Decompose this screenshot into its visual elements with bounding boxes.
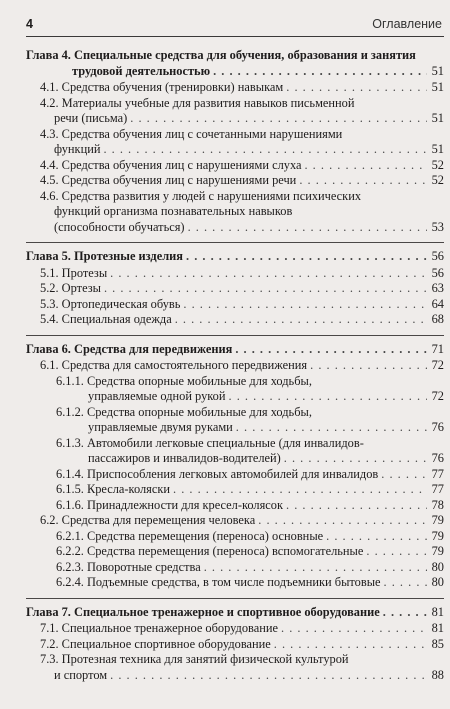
toc-line-last <box>56 560 444 576</box>
entry-title-text: 6.1.6. Принадлежности для кресел-колясок <box>56 497 283 512</box>
entry-title-text: 6.1.2. Средства опорные мобильные для ходьбы, <box>56 404 312 419</box>
page-ref: 78 <box>431 497 444 512</box>
entry-title-text: управляемые двумя руками <box>88 420 233 434</box>
page-header <box>26 14 444 37</box>
toc-line-last <box>56 420 444 436</box>
toc-line-last <box>40 266 444 282</box>
dot-leader <box>258 513 427 529</box>
toc-line <box>40 127 444 143</box>
toc-line <box>40 204 444 220</box>
page-ref: 52 <box>431 173 444 187</box>
page-ref: 68 <box>431 312 444 326</box>
toc-line-last <box>56 451 444 467</box>
toc-entry[interactable] <box>26 312 444 328</box>
page-ref: 51 <box>431 111 444 125</box>
page-ref: 85 <box>431 636 444 651</box>
chapter-heading[interactable] <box>26 342 444 358</box>
entry-title-text: функций организма познавательных навыков <box>54 204 293 218</box>
toc-line <box>40 189 444 205</box>
toc-line <box>56 436 444 452</box>
toc-line-last <box>56 529 444 545</box>
dot-leader <box>381 467 427 483</box>
page-ref: 77 <box>431 466 444 481</box>
toc-line-last <box>40 220 444 236</box>
entry-title-text: 7.2. Специальное спортивное оборудование <box>40 636 271 651</box>
page-ref: 88 <box>431 667 444 682</box>
toc-line-last <box>40 158 444 174</box>
toc-line-last <box>56 482 444 498</box>
chapter-heading[interactable] <box>26 249 444 265</box>
entry-title-text: 6.1.1. Средства опорные мобильные для ходьбы, <box>56 373 312 388</box>
entry-title-text: 4.2. Материалы учебные для развития навыков письменной <box>40 95 355 110</box>
chapter-divider <box>26 598 444 599</box>
running-title: Оглавление <box>372 17 442 31</box>
toc-entry[interactable] <box>26 498 444 514</box>
page-ref: 51 <box>431 142 444 156</box>
toc-entry[interactable] <box>26 560 444 576</box>
page-ref: 71 <box>431 341 444 356</box>
entry-title-text: Глава 5. Протезные изделия <box>26 249 183 263</box>
table-of-contents <box>26 48 444 683</box>
entry-title-text: 6.1. Средства для самостоятельного передвижения <box>40 358 308 372</box>
page-ref: 81 <box>431 604 444 619</box>
entry-title-text: Глава 7. Специальное тренажерное и спортивное оборудование <box>26 604 380 619</box>
dot-leader <box>310 358 427 374</box>
page-ref: 80 <box>431 575 444 589</box>
dot-leader <box>286 80 427 96</box>
toc-line-last <box>40 173 444 189</box>
toc-entry[interactable] <box>26 467 444 483</box>
page-ref: 79 <box>431 544 444 558</box>
dot-leader <box>326 529 427 545</box>
toc-entry[interactable] <box>26 652 444 683</box>
dot-leader <box>286 498 427 514</box>
entry-title-text: 7.3. Протезная техника для занятий физической культурой <box>40 652 349 666</box>
entry-title-text: 5.2. Ортезы <box>40 281 101 295</box>
page-ref: 76 <box>431 451 444 465</box>
dot-leader <box>229 389 428 405</box>
toc-line <box>40 652 444 668</box>
entry-title-text: трудовой деятельностью <box>72 63 211 78</box>
toc-entry[interactable] <box>26 158 444 174</box>
page-ref: 51 <box>431 80 444 94</box>
dot-leader <box>175 312 427 328</box>
toc-line-last <box>56 498 444 514</box>
dot-leader <box>188 220 427 236</box>
toc-entry[interactable] <box>26 513 444 529</box>
entry-title-text: 6.2.3. Поворотные средства <box>56 559 201 574</box>
page-ref: 52 <box>431 157 444 172</box>
entry-title-text: 4.4. Средства обучения лиц с нарушениями слуха <box>40 157 302 172</box>
toc-line-last <box>26 342 444 358</box>
toc-entry[interactable] <box>26 266 444 282</box>
toc-line-last <box>40 637 444 653</box>
toc-entry[interactable] <box>26 637 444 653</box>
toc-entry[interactable] <box>26 529 444 545</box>
toc-entry[interactable] <box>26 297 444 313</box>
toc-line-last <box>26 249 444 265</box>
entry-title-text: 4.5. Средства обучения лиц с нарушениями речи <box>40 173 297 187</box>
dot-leader <box>103 142 427 158</box>
page-ref: 64 <box>431 296 444 311</box>
page-ref: 53 <box>431 219 444 234</box>
toc-entry[interactable] <box>26 173 444 189</box>
dot-leader <box>366 544 427 560</box>
chapter-divider <box>26 335 444 336</box>
entry-title-text: пассажиров и инвалидов-водителей) <box>88 451 281 465</box>
toc-entry[interactable] <box>26 96 444 127</box>
page-ref: 80 <box>431 559 444 574</box>
toc-entry[interactable] <box>26 544 444 560</box>
dot-leader <box>383 605 427 621</box>
dot-leader <box>384 575 427 591</box>
toc-entry[interactable] <box>26 189 444 236</box>
toc-line-last <box>40 111 444 127</box>
page-ref: 79 <box>431 528 444 543</box>
dot-leader <box>236 420 427 436</box>
page-ref: 77 <box>431 482 444 496</box>
toc-line-last <box>40 621 444 637</box>
dot-leader <box>235 342 427 358</box>
entry-title-text: 5.4. Специальная одежда <box>40 312 172 326</box>
toc-line-last <box>40 513 444 529</box>
toc-line-last <box>40 142 444 158</box>
toc-line-last <box>40 281 444 297</box>
toc-line-last <box>26 605 444 621</box>
dot-leader <box>110 668 427 684</box>
entry-title-text: 5.1. Протезы <box>40 265 108 280</box>
entry-title-text: 6.1.3. Автомобили легковые специальные (для инвалидов- <box>56 435 364 450</box>
toc-line-last <box>56 389 444 405</box>
toc-entry[interactable] <box>26 575 444 591</box>
dot-leader <box>186 249 427 265</box>
chapter-divider <box>26 242 444 243</box>
page-number: 4 <box>26 17 33 31</box>
entry-title-text: управляемые одной рукой <box>88 389 226 403</box>
entry-title-text: 6.1.5. Кресла-коляски <box>56 482 171 496</box>
toc-line-last <box>40 297 444 313</box>
toc-line <box>40 96 444 112</box>
toc-entry[interactable] <box>26 436 444 467</box>
toc-line-last <box>56 575 444 591</box>
toc-entry[interactable] <box>26 80 444 96</box>
toc-entry[interactable] <box>26 621 444 637</box>
toc-line <box>56 405 444 421</box>
toc-entry[interactable] <box>26 127 444 158</box>
entry-title-text: (способности обучаться) <box>54 219 185 234</box>
dot-leader <box>130 111 427 127</box>
toc-entry[interactable] <box>26 358 444 374</box>
toc-line-last <box>56 467 444 483</box>
dot-leader <box>284 451 427 467</box>
toc-line <box>26 48 444 64</box>
toc-line-last <box>40 668 444 684</box>
page-ref: 63 <box>431 281 444 295</box>
toc-entry[interactable] <box>26 482 444 498</box>
entry-title-text: 7.1. Специальное тренажерное оборудование <box>40 621 279 635</box>
entry-title-text: 4.6. Средства развития у людей с нарушениями психических <box>40 188 362 203</box>
entry-title-text: 5.3. Ортопедическая обувь <box>40 296 181 311</box>
entry-title-text: и спортом <box>54 667 108 682</box>
dot-leader <box>173 482 427 498</box>
dot-leader <box>204 560 427 576</box>
page-ref: 81 <box>431 621 444 635</box>
toc-line-last <box>40 312 444 328</box>
page-ref: 76 <box>431 420 444 434</box>
page-ref: 79 <box>431 513 444 527</box>
entry-title-text: 6.2. Средства для перемещения человека <box>40 513 256 527</box>
entry-title-text: 4.1. Средства обучения (тренировки) навыкам <box>40 80 284 94</box>
page-ref: 72 <box>431 358 444 372</box>
entry-title-text: 6.2.2. Средства перемещения (переноса) вспомогательные <box>56 544 364 558</box>
toc-entry[interactable] <box>26 374 444 405</box>
page-ref: 51 <box>431 63 444 78</box>
toc-line-last <box>56 544 444 560</box>
dot-leader <box>304 158 427 174</box>
dot-leader <box>110 266 427 282</box>
entry-title-text: речи (письма) <box>54 111 128 125</box>
dot-leader <box>299 173 427 189</box>
toc-line-last <box>26 64 444 80</box>
entry-title-text: Глава 6. Средства для передвижения <box>26 341 233 356</box>
toc-line <box>56 374 444 390</box>
entry-title-text: 6.2.1. Средства перемещения (переноса) основные <box>56 528 324 543</box>
dot-leader <box>213 64 427 80</box>
entry-title-text: 6.1.4. Приспособления легковых автомобилей для инвалидов <box>56 466 379 481</box>
entry-title-text: 6.2.4. Подъемные средства, в том числе подъемники бытовые <box>56 575 381 589</box>
page-ref: 56 <box>431 249 444 263</box>
entry-title-text: Глава 4. Специальные средства для обучения, образования и занятия <box>26 48 416 62</box>
page-ref: 56 <box>431 265 444 280</box>
entry-title-text: 4.3. Средства обучения лиц с сочетанными нарушениями <box>40 126 343 141</box>
entry-title-text: функций <box>54 142 101 156</box>
dot-leader <box>274 637 427 653</box>
dot-leader <box>281 621 427 637</box>
toc-entry[interactable] <box>26 405 444 436</box>
toc-line-last <box>40 358 444 374</box>
dot-leader <box>183 297 427 313</box>
toc-line-last <box>40 80 444 96</box>
chapter-heading[interactable] <box>26 605 444 621</box>
dot-leader <box>104 281 427 297</box>
toc-entry[interactable] <box>26 281 444 297</box>
chapter-heading[interactable] <box>26 48 444 79</box>
page-ref: 72 <box>431 389 444 403</box>
